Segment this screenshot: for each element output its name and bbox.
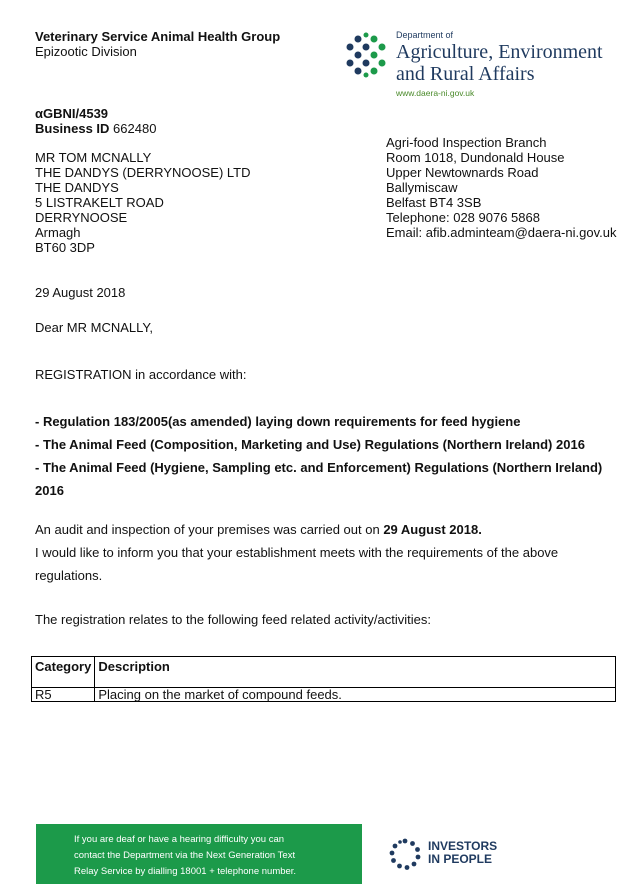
dept-name-line2: and Rural Affairs [396, 63, 535, 85]
division-subtitle: Epizootic Division [35, 44, 137, 59]
investors-in-people-logo [428, 840, 497, 866]
address-line: THE DANDYS (DERRYNOOSE) LTD [35, 165, 251, 180]
notice-line: contact the Department via the Next Generation Text [74, 850, 296, 861]
reference-block [35, 106, 156, 136]
accessibility-notice [74, 832, 296, 880]
audit-paragraph [35, 518, 615, 587]
letter-date: 29 August 2018 [35, 285, 126, 300]
address-line: BT60 3DP [35, 240, 95, 255]
notice-line: Relay Service by dialling 18001 + telephone number. [74, 866, 297, 877]
branch-line: Belfast BT4 3SB [386, 195, 482, 210]
branch-line: Upper Newtownards Road [386, 165, 539, 180]
branch-line: Ballymiscaw [386, 180, 458, 195]
iip-line2: IN PEOPLE [428, 852, 493, 866]
daera-logo-icon [343, 32, 389, 78]
dept-name [396, 41, 603, 85]
division-title: Veterinary Service Animal Health Group [35, 29, 281, 44]
branch-phone: Telephone: 028 9076 5868 [386, 210, 540, 225]
cell-category: R5 [32, 688, 95, 702]
notice-line: If you are deaf or have a hearing difficulty you can [74, 834, 285, 845]
inform-sentence: I would like to inform you that your establishment meets with the requirements of the above regulations. [35, 545, 559, 583]
business-id-value: 662480 [113, 121, 157, 136]
audit-prefix: An audit and inspection of your premises was carried out on [35, 522, 384, 537]
header-description: Description [95, 657, 616, 688]
reference-code: αGBNI/4539 [35, 106, 109, 121]
branch-line: Agri-food Inspection Branch [386, 135, 547, 150]
business-id-label: Business ID [35, 121, 110, 136]
salutation: Dear MR MCNALLY, [35, 320, 153, 335]
recipient-address [35, 150, 251, 255]
branch-address [386, 135, 616, 240]
address-line: Armagh [35, 225, 81, 240]
branch-line: Room 1018, Dundonald House [386, 150, 565, 165]
dept-url: www.daera-ni.gov.uk [396, 88, 475, 98]
regulation-item: - The Animal Feed (Composition, Marketing and Use) Regulations (Northern Ireland) 2016 [35, 437, 585, 452]
dept-name-line1: Agriculture, Environment [396, 41, 603, 63]
iip-line1: INVESTORS [428, 839, 498, 853]
header-category: Category [32, 657, 95, 688]
business-id [35, 121, 156, 136]
investors-in-people-icon [389, 838, 421, 870]
address-line: DERRYNOOSE [35, 210, 128, 225]
registration-intro: REGISTRATION in accordance with: [35, 367, 247, 382]
address-line: THE DANDYS [35, 180, 119, 195]
regulations-list [35, 410, 615, 502]
audit-sentence [35, 518, 615, 541]
regulation-item: - The Animal Feed (Hygiene, Sampling etc. and Enforcement) Regulations (Northern Ireland) 2016 [35, 460, 603, 498]
cell-description: Placing on the market of compound feeds. [95, 688, 616, 702]
address-line: MR TOM MCNALLY [35, 150, 152, 165]
activity-table [31, 656, 616, 702]
table-header-row [32, 657, 616, 688]
branch-email: Email: afib.adminteam@daera-ni.gov.uk [386, 225, 617, 240]
dept-of-label: Department of [396, 30, 454, 40]
audit-date: 29 August 2018. [383, 522, 482, 537]
regulation-item: - Regulation 183/2005(as amended) laying down requirements for feed hygiene [35, 414, 521, 429]
relates-sentence: The registration relates to the following feed related activity/activities: [35, 612, 431, 627]
table-row [32, 688, 616, 702]
address-line: 5 LISTRAKELT ROAD [35, 195, 164, 210]
